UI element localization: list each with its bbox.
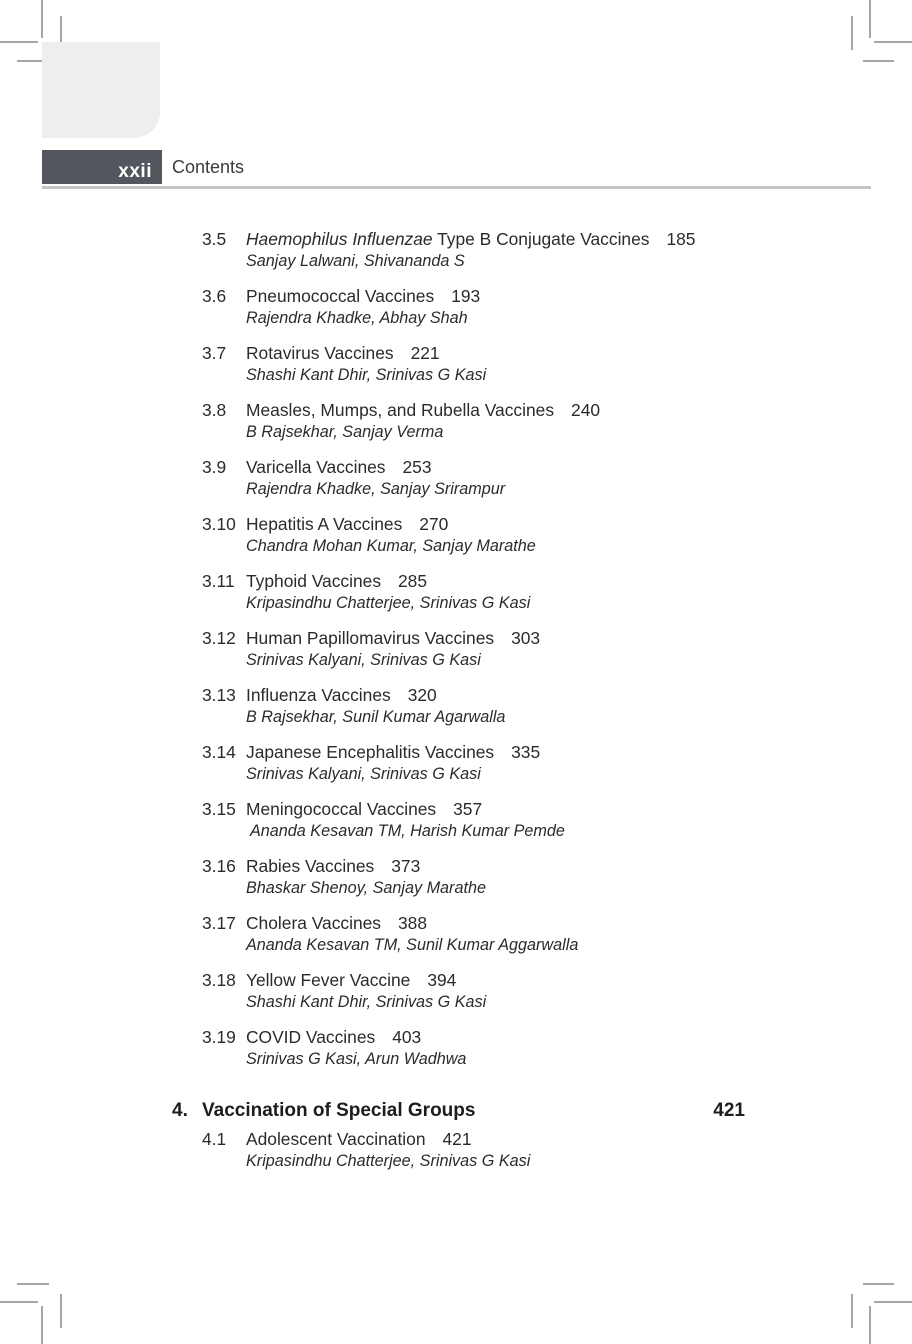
- toc-entry-authors: Sanjay Lalwani, Shivananda S: [246, 252, 465, 270]
- toc-entry-title: [246, 913, 381, 933]
- toc-entry-title-roman: Yellow Fever Vaccine: [246, 970, 411, 990]
- toc-entry-number: 3.10: [202, 514, 236, 534]
- toc-entry-authors: Shashi Kant Dhir, Srinivas G Kasi: [246, 366, 487, 384]
- toc-entry-page-number: 270: [419, 514, 449, 534]
- crop-mark-bottom-left-horizontal-inner: [17, 1283, 49, 1285]
- toc-entry-page-number: 221: [410, 343, 440, 363]
- toc-entry-authors: Ananda Kesavan TM, Harish Kumar Pemde: [250, 822, 565, 840]
- toc-entry-title: [246, 514, 402, 534]
- folio-number: xxii: [118, 161, 152, 182]
- toc-entry-title-roman: Measles, Mumps, and Rubella Vaccines: [246, 400, 555, 420]
- toc-entry-authors: B Rajsekhar, Sanjay Verma: [246, 423, 444, 441]
- toc-entry[interactable]: [0, 912, 912, 956]
- toc-entry-page-number: 373: [391, 856, 421, 876]
- toc-entry-title: [246, 1027, 375, 1047]
- toc-entry-number: 3.9: [202, 457, 227, 477]
- toc-entry-number: 3.18: [202, 970, 236, 990]
- toc-entry-page-number: 403: [392, 1027, 422, 1047]
- chapter-page-number: 421: [713, 1100, 745, 1121]
- crop-mark-top-right-vertical-outer: [869, 0, 871, 38]
- toc-entry[interactable]: [0, 285, 912, 329]
- toc-entry-authors: Ananda Kesavan TM, Sunil Kumar Aggarwalla: [246, 936, 579, 954]
- running-header-label: Contents: [172, 157, 245, 177]
- toc-entry[interactable]: [0, 513, 912, 557]
- toc-entry-title-roman: Hepatitis A Vaccines: [246, 514, 403, 534]
- toc-entry-page-number: 320: [407, 685, 437, 705]
- toc-entry-title-roman: Human Papillomavirus Vaccines: [246, 628, 495, 648]
- toc-entry-number: 3.8: [202, 400, 227, 420]
- crop-mark-top-right-vertical-inner: [851, 16, 853, 50]
- toc-entry-title: [246, 343, 394, 363]
- toc-entry-title-roman: Rotavirus Vaccines: [246, 343, 394, 363]
- toc-entry-title: [246, 400, 554, 420]
- toc-entry-title-roman: Varicella Vaccines: [246, 457, 386, 477]
- toc-entry-number: 3.14: [202, 742, 236, 762]
- toc-entry-authors: Chandra Mohan Kumar, Sanjay Marathe: [246, 537, 536, 555]
- toc-entry-title: [246, 799, 436, 819]
- toc-entry-title-roman: Adolescent Vaccination: [246, 1129, 426, 1149]
- toc-entry-page-number: 335: [511, 742, 541, 762]
- toc-entry-number: 3.19: [202, 1027, 236, 1047]
- chapter-number: 4.: [172, 1100, 188, 1121]
- toc-entry-title: [246, 1129, 426, 1149]
- toc-entry-page-number: 285: [398, 571, 428, 591]
- crop-mark-top-left-horizontal-outer: [0, 41, 38, 43]
- toc-entry-authors: Rajendra Khadke, Sanjay Srirampur: [246, 480, 506, 498]
- toc-entry-number: 3.12: [202, 628, 236, 648]
- toc-entry[interactable]: [0, 228, 912, 272]
- crop-mark-bottom-left-vertical-inner: [60, 1294, 62, 1328]
- toc-entry-title-roman: Meningococcal Vaccines: [246, 799, 437, 819]
- crop-mark-top-right-horizontal-inner: [863, 60, 894, 62]
- toc-entry-authors: Srinivas Kalyani, Srinivas G Kasi: [246, 651, 481, 669]
- toc-entry-title-italic: Haemophilus Influenzae: [246, 229, 433, 249]
- toc-entry[interactable]: [0, 1128, 912, 1172]
- header-rule: [42, 186, 871, 189]
- crop-mark-top-right-horizontal-outer: [874, 41, 912, 43]
- toc-entry[interactable]: [0, 570, 912, 614]
- toc-entry-title-roman: Influenza Vaccines: [246, 685, 391, 705]
- toc-entry-title-roman: Type B Conjugate Vaccines: [432, 229, 650, 249]
- toc-entry-title: [246, 742, 494, 762]
- toc-entry-page-number: 253: [402, 457, 432, 477]
- toc-entry-title-roman: Rabies Vaccines: [246, 856, 375, 876]
- toc-entry[interactable]: [0, 969, 912, 1013]
- toc-entry-page-number: 193: [451, 286, 481, 306]
- toc-entry-page-number: 388: [398, 913, 428, 933]
- toc-entry-page-number: 394: [427, 970, 457, 990]
- toc-entry-title: [246, 628, 494, 648]
- toc-entry[interactable]: [0, 456, 912, 500]
- toc-entry-title-roman: COVID Vaccines: [246, 1027, 376, 1047]
- toc-entry-number: 3.17: [202, 913, 236, 933]
- toc-entry-authors: Srinivas G Kasi, Arun Wadhwa: [246, 1050, 467, 1068]
- toc-entry-number: 3.13: [202, 685, 236, 705]
- toc-entry-number: 3.15: [202, 799, 236, 819]
- toc-entry-title-roman: Pneumococcal Vaccines: [246, 286, 435, 306]
- toc-entry-authors: Shashi Kant Dhir, Srinivas G Kasi: [246, 993, 487, 1011]
- toc-entry[interactable]: [0, 684, 912, 728]
- toc-entry-title: [246, 970, 410, 990]
- toc-entry-page-number: 303: [511, 628, 541, 648]
- toc-entry-page-number: 421: [442, 1129, 472, 1149]
- decorative-corner-panel: [42, 42, 160, 138]
- folio-band: [42, 150, 162, 184]
- toc-entry-authors: Srinivas Kalyani, Srinivas G Kasi: [246, 765, 481, 783]
- toc-entry-authors: Kripasindhu Chatterjee, Srinivas G Kasi: [246, 1152, 531, 1170]
- toc-entry-number: 3.6: [202, 286, 227, 306]
- crop-mark-bottom-left-horizontal-outer: [0, 1301, 38, 1303]
- chapter-title: Vaccination of Special Groups: [202, 1100, 476, 1121]
- toc-entry[interactable]: [0, 855, 912, 899]
- toc-entry-title: [246, 685, 391, 705]
- toc-entry-authors: Kripasindhu Chatterjee, Srinivas G Kasi: [246, 594, 531, 612]
- toc-entry-title: [246, 229, 649, 249]
- toc-entry[interactable]: [0, 1026, 912, 1070]
- toc-entry[interactable]: [0, 627, 912, 671]
- toc-entry-title: [246, 856, 374, 876]
- toc-entry-title-roman: Cholera Vaccines: [246, 913, 382, 933]
- toc-entry-number: 4.1: [202, 1129, 227, 1149]
- toc-entry-title: [246, 286, 434, 306]
- crop-mark-bottom-left-vertical-outer: [41, 1306, 43, 1344]
- toc-entry[interactable]: [0, 741, 912, 785]
- toc-entry-number: 3.7: [202, 343, 227, 363]
- toc-entry[interactable]: [0, 342, 912, 386]
- crop-mark-top-left-vertical-outer: [41, 0, 43, 38]
- crop-mark-bottom-right-horizontal-inner: [863, 1283, 894, 1285]
- crop-mark-bottom-right-vertical-inner: [851, 1294, 853, 1328]
- toc-entry-authors: B Rajsekhar, Sunil Kumar Agarwalla: [246, 708, 506, 726]
- toc-entry-authors: Bhaskar Shenoy, Sanjay Marathe: [246, 879, 486, 897]
- toc-entry-page-number: 185: [666, 229, 696, 249]
- toc-entry-title: [246, 571, 381, 591]
- toc-entry-number: 3.11: [202, 571, 235, 591]
- toc-entry-title: [246, 457, 386, 477]
- toc-entry-title-roman: Typhoid Vaccines: [246, 571, 382, 591]
- crop-mark-bottom-right-vertical-outer: [869, 1306, 871, 1344]
- toc-entry-page-number: 240: [571, 400, 601, 420]
- toc-entry-title-roman: Japanese Encephalitis Vaccines: [246, 742, 495, 762]
- toc-entry-page-number: 357: [453, 799, 483, 819]
- crop-mark-bottom-right-horizontal-outer: [874, 1301, 912, 1303]
- toc-entry[interactable]: [0, 798, 912, 842]
- toc-entry-number: 3.16: [202, 856, 236, 876]
- table-of-contents: [0, 228, 912, 1185]
- toc-entry-authors: Rajendra Khadke, Abhay Shah: [246, 309, 468, 327]
- toc-entry[interactable]: [0, 399, 912, 443]
- chapter-heading-row: [0, 1100, 912, 1122]
- toc-entry-number: 3.5: [202, 229, 227, 249]
